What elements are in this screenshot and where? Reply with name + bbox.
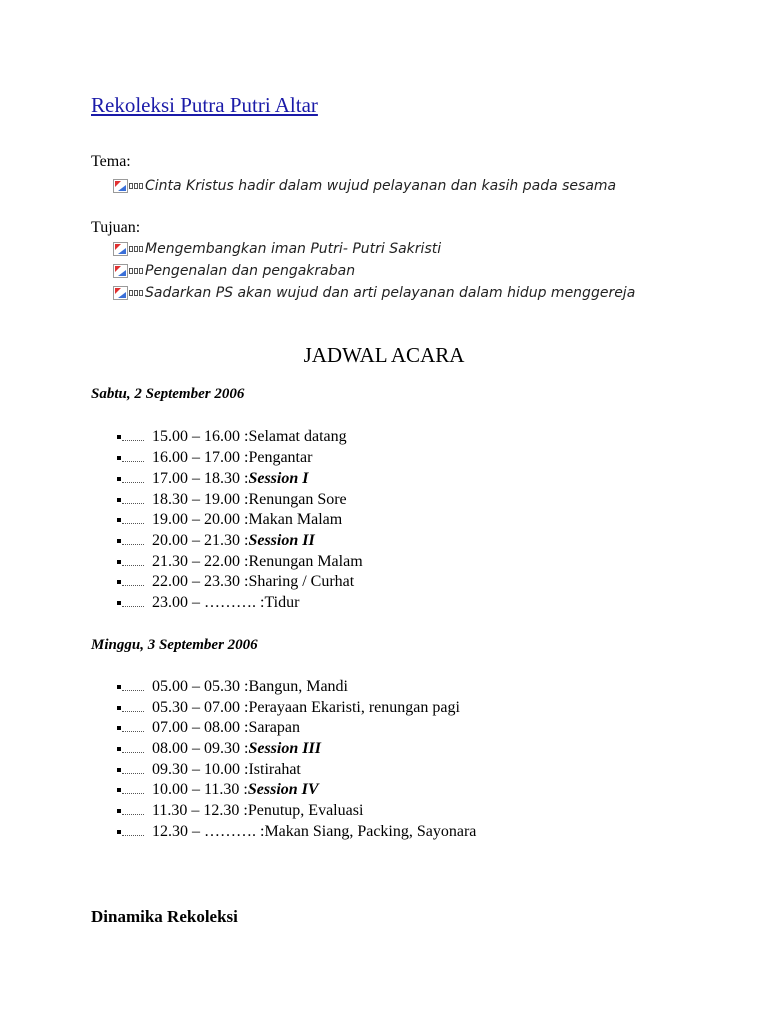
schedule-item: [117, 469, 308, 489]
square-bullet-icon: [117, 435, 121, 439]
schedule-activity: Makan Malam: [248, 511, 343, 528]
schedule-time: 20.00 – 21.30 :: [152, 532, 249, 549]
tema-item: [113, 176, 616, 196]
schedule-item: [117, 427, 347, 447]
square-bullet-icon: [117, 726, 121, 730]
schedule-activity: Session II: [248, 532, 315, 549]
schedule-item: [117, 552, 363, 572]
missing-glyph-boxes: [129, 183, 143, 189]
square-bullet-icon: [117, 706, 121, 710]
schedule-time: 23.00 – ………. :: [152, 594, 265, 611]
schedule-activity: Session I: [248, 470, 309, 487]
page-title-link[interactable]: Rekoleksi Putra Putri Altar: [91, 93, 318, 117]
schedule-item: [117, 448, 312, 468]
schedule-item: [117, 760, 301, 780]
square-bullet-icon: [117, 518, 121, 522]
square-bullet-icon: [117, 498, 121, 502]
day-date: Sabtu, 2 September 2006: [91, 386, 245, 402]
square-bullet-icon: [117, 539, 121, 543]
schedule-item: [117, 490, 347, 510]
day-date: Minggu, 3 September 2006: [91, 637, 258, 653]
schedule-activity: Penutup, Evaluasi: [247, 802, 364, 819]
schedule-activity: Selamat datang: [248, 428, 347, 445]
schedule-time: 05.30 – 07.00 :: [152, 699, 249, 716]
schedule-time: 05.00 – 05.30 :: [152, 678, 249, 695]
schedule-item: [117, 593, 299, 613]
square-bullet-icon: [117, 456, 121, 460]
square-bullet-icon: [117, 560, 121, 564]
schedule-item: [117, 780, 319, 800]
schedule-time: 16.00 – 17.00 :: [152, 449, 249, 466]
schedule-time: 18.30 – 19.00 :: [152, 491, 249, 508]
square-bullet-icon: [117, 788, 121, 792]
broken-image-icon: [113, 242, 128, 256]
schedule-activity: Istirahat: [248, 761, 301, 778]
schedule-time: 19.00 – 20.00 :: [152, 511, 249, 528]
missing-glyph-boxes: [129, 268, 143, 274]
square-bullet-icon: [117, 830, 121, 834]
broken-image-icon: [113, 179, 128, 193]
square-bullet-icon: [117, 580, 121, 584]
broken-image-icon: [113, 286, 128, 300]
schedule-item: [117, 531, 315, 551]
schedule-item: [117, 739, 321, 759]
missing-glyph-boxes: [129, 246, 143, 252]
schedule-activity: Bangun, Mandi: [248, 678, 348, 695]
square-bullet-icon: [117, 477, 121, 481]
square-bullet-icon: [117, 685, 121, 689]
schedule-activity: Perayaan Ekaristi, renungan pagi: [248, 699, 460, 716]
schedule-activity: Sarapan: [248, 719, 300, 736]
schedule-time: 10.00 – 11.30 :: [152, 781, 248, 798]
tujuan-item-text: Sadarkan PS akan wujud dan arti pelayanan dalam hidup menggereja: [145, 285, 636, 301]
tujuan-item: [113, 283, 635, 303]
tujuan-item-text: Pengenalan dan pengakraban: [145, 263, 356, 279]
square-bullet-icon: [117, 768, 121, 772]
schedule-item: [117, 510, 342, 530]
broken-image-icon: [113, 264, 128, 278]
schedule-time: 07.00 – 08.00 :: [152, 719, 249, 736]
schedule-activity: Renungan Malam: [248, 553, 363, 570]
schedule-item: [117, 572, 354, 592]
tema-item-text: Cinta Kristus hadir dalam wujud pelayanan dan kasih pada sesama: [145, 178, 617, 194]
square-bullet-icon: [117, 809, 121, 813]
schedule-item: [117, 718, 300, 738]
schedule-time: 09.30 – 10.00 :: [152, 761, 249, 778]
schedule-activity: Session III: [248, 740, 321, 757]
schedule-activity: Renungan Sore: [248, 491, 347, 508]
schedule-item: [117, 677, 348, 697]
schedule-time: 08.00 – 09.30 :: [152, 740, 249, 757]
schedule-time: 15.00 – 16.00 :: [152, 428, 249, 445]
schedule-time: 12.30 – ………. :: [152, 823, 265, 840]
tujuan-item-text: Mengembangkan iman Putri- Putri Sakristi: [145, 241, 442, 257]
schedule-item: [117, 822, 476, 842]
square-bullet-icon: [117, 747, 121, 751]
schedule-time: 11.30 – 12.30 :: [152, 802, 248, 819]
schedule-activity: Sharing / Curhat: [248, 573, 355, 590]
schedule-activity: Tidur: [264, 594, 300, 611]
schedule-time: 21.30 – 22.00 :: [152, 553, 249, 570]
tujuan-item: [113, 239, 441, 259]
schedule-item: [117, 801, 363, 821]
schedule-time: 17.00 – 18.30 :: [152, 470, 249, 487]
tujuan-item: [113, 261, 355, 281]
missing-glyph-boxes: [129, 290, 143, 296]
schedule-activity: Pengantar: [248, 449, 313, 466]
tujuan-label: Tujuan:: [91, 219, 141, 236]
schedule-activity: Session IV: [247, 781, 319, 798]
schedule-activity: Makan Siang, Packing, Sayonara: [264, 823, 477, 840]
schedule-item: [117, 698, 460, 718]
schedule-heading: JADWAL ACARA: [303, 343, 465, 367]
square-bullet-icon: [117, 601, 121, 605]
schedule-time: 22.00 – 23.30 :: [152, 573, 249, 590]
tema-label: Tema:: [91, 153, 131, 170]
section-title: Dinamika Rekoleksi: [91, 907, 238, 926]
